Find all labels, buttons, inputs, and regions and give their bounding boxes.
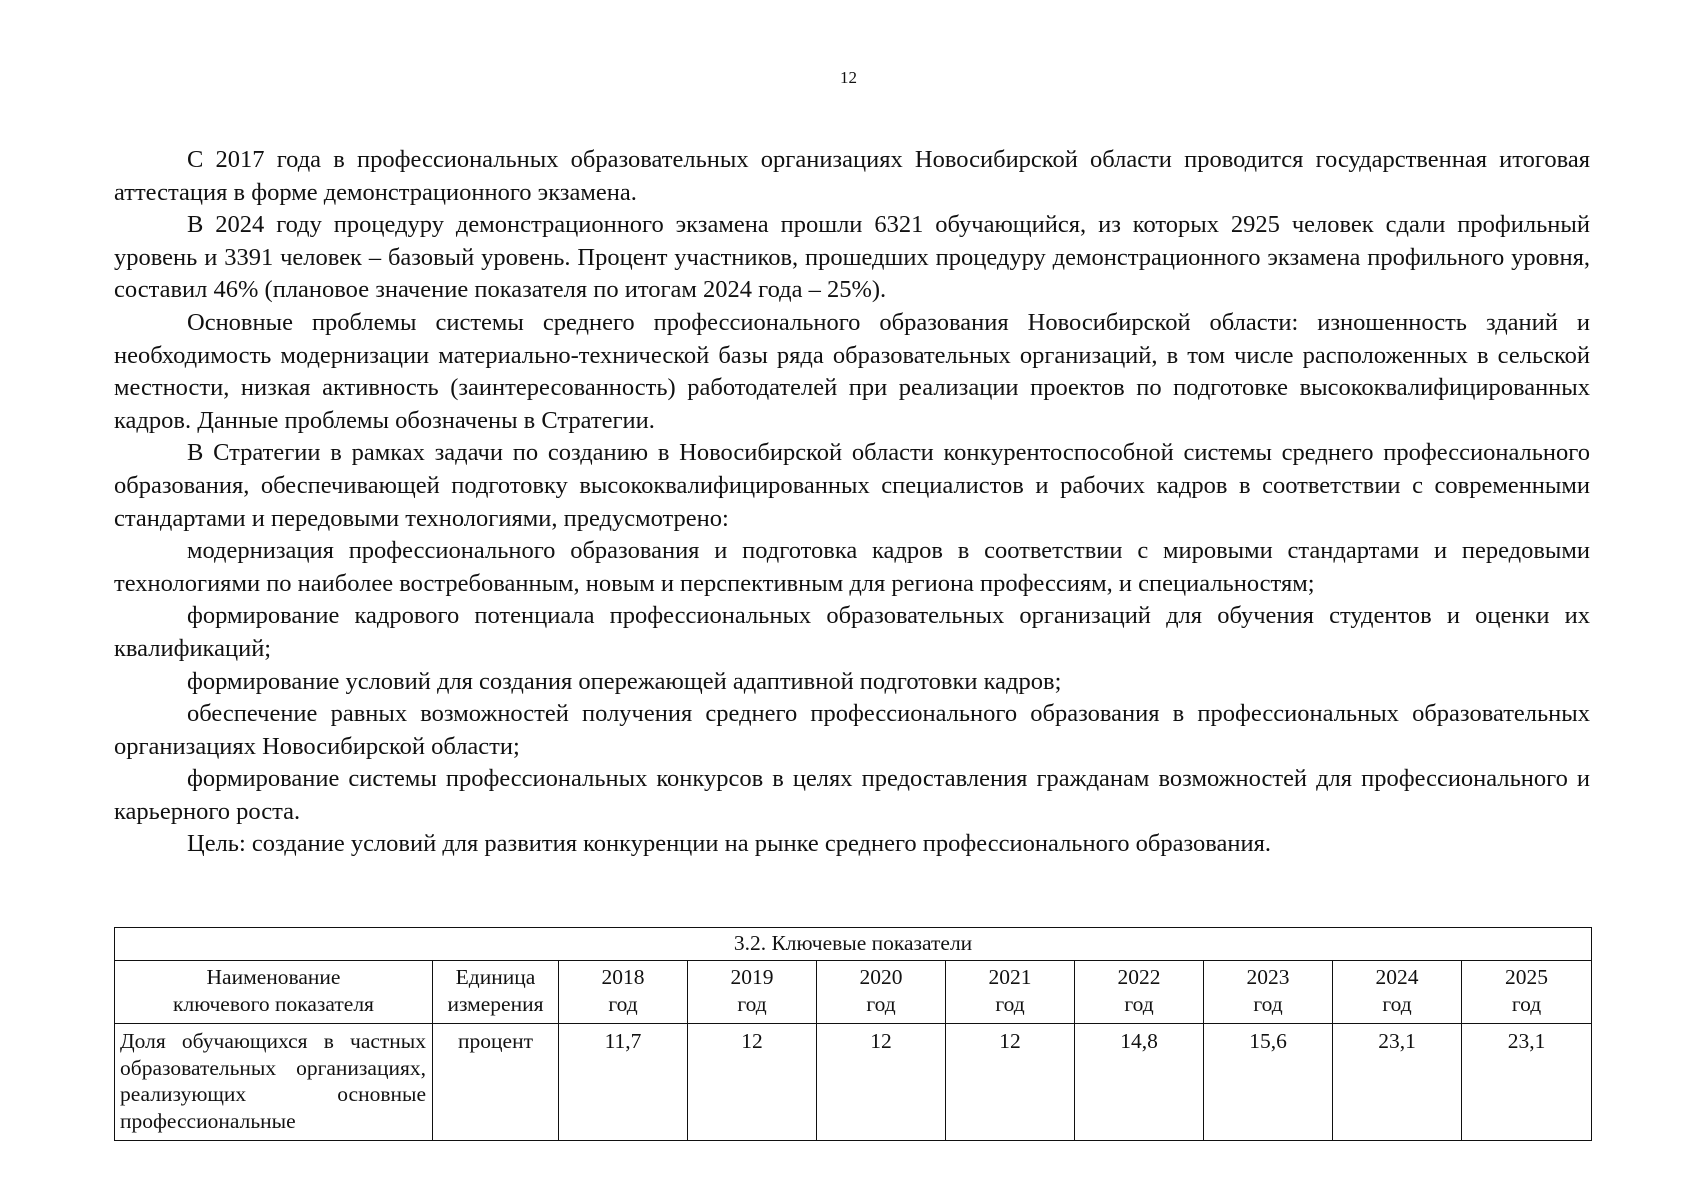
header-year: 2019 — [730, 965, 774, 989]
goal-paragraph: Цель: создание условий для развития конкуренции на рынке среднего профессионального образования. — [187, 830, 1272, 858]
header-text: ключевого показателя — [173, 992, 374, 1016]
header-year-word: год — [866, 992, 896, 1016]
value-cell-2018: 11,7 — [559, 1024, 688, 1141]
header-text: Наименование — [206, 965, 341, 989]
header-year-2022 — [1075, 961, 1204, 1024]
key-indicators-table-container — [114, 927, 1591, 1141]
header-year-2025 — [1462, 961, 1592, 1024]
header-year-2023 — [1204, 961, 1333, 1024]
key-indicators-table — [114, 927, 1592, 1141]
header-year: 2023 — [1246, 965, 1290, 989]
value-cell-2025: 23,1 — [1462, 1024, 1592, 1141]
table-row — [115, 1024, 1592, 1141]
paragraph: С 2017 года в профессиональных образовательных организациях Новосибирской области проводится государственная итоговая аттестация в форме демонстрационного экзамена. — [114, 146, 1590, 206]
paragraph: В Стратегии в рамках задачи по созданию в Новосибирской области конкурентоспособной системы среднего профессионального образования, обеспечивающей подготовку высококвалифицированных специалистов и рабочих кадров в соответствии с современными стандартами и передовыми технологиями, предусмотрено: — [114, 439, 1590, 532]
value-cell-2022: 14,8 — [1075, 1024, 1204, 1141]
paragraph: Основные проблемы системы среднего профессионального образования Новосибирской области: изношенность зданий и необходимость модернизации материально-технической базы ряда образовательных организаций, в том числе расположенных в сельской местности, низкая активность (заинтересованность) работодателей при реализации проектов по подготовке высококвалифицированных кадров. Данные проблемы обозначены в Стратегии. — [114, 308, 1590, 434]
value-cell-2020: 12 — [817, 1024, 946, 1141]
table-title: 3.2. Ключевые показатели — [115, 928, 1592, 961]
header-year-2020 — [817, 961, 946, 1024]
header-year-word: год — [608, 992, 638, 1016]
header-year-2019 — [688, 961, 817, 1024]
header-year-word: год — [995, 992, 1025, 1016]
header-year: 2022 — [1117, 965, 1161, 989]
value-cell-2021: 12 — [946, 1024, 1075, 1141]
unit-cell: процент — [433, 1024, 559, 1141]
header-year-2018 — [559, 961, 688, 1024]
header-year-word: год — [737, 992, 767, 1016]
value-cell-2024: 23,1 — [1333, 1024, 1462, 1141]
header-text: Единица — [455, 965, 536, 989]
header-year-word: год — [1382, 992, 1412, 1016]
indicator-name-cell: Доля обучающихся в частных образовательных организациях, реализующих основные профессиональные — [115, 1024, 433, 1141]
header-text: измерения — [447, 992, 544, 1016]
list-item: формирование системы профессиональных конкурсов в целях предоставления гражданам возможностей для профессионального и карьерного роста. — [114, 765, 1590, 825]
list-item: модернизация профессионального образования и подготовка кадров в соответствии с мировыми стандартами и передовыми технологиями по наиболее востребованным, новым и перспективным для региона профессиям, и специальностям; — [114, 537, 1590, 597]
list-item: формирование кадрового потенциала профессиональных образовательных организаций для обучения студентов и оценки их квалификаций; — [114, 602, 1590, 662]
header-year-word: год — [1124, 992, 1154, 1016]
header-unit — [433, 961, 559, 1024]
header-year: 2021 — [988, 965, 1032, 989]
document-body — [114, 144, 1590, 861]
header-year-word: год — [1511, 992, 1542, 1016]
list-item: формирование условий для создания опережающей адаптивной подготовки кадров; — [187, 667, 1062, 695]
value-cell-2019: 12 — [688, 1024, 817, 1141]
table-header-row — [115, 961, 1592, 1024]
header-year-2024 — [1333, 961, 1462, 1024]
header-year: 2025 — [1505, 965, 1548, 989]
list-item: обеспечение равных возможностей получения среднего профессионального образования в профессиональных образовательных организациях Новосибирской области; — [114, 700, 1590, 760]
paragraph: В 2024 году процедуру демонстрационного экзамена прошли 6321 обучающийся, из которых 2925 человек сдали профильный уровень и 3391 человек – базовый уровень. Процент участников, прошедших процедуру демонстрационного экзамена профильного уровня, составил 46% (плановое значение показателя по итогам 2024 года – 25%). — [114, 211, 1590, 304]
header-year-word: год — [1253, 992, 1283, 1016]
value-cell-2023: 15,6 — [1204, 1024, 1333, 1141]
page-number: 12 — [840, 68, 857, 87]
header-year: 2024 — [1375, 965, 1419, 989]
header-year: 2018 — [601, 965, 645, 989]
header-indicator-name — [115, 961, 433, 1024]
header-year: 2020 — [859, 965, 903, 989]
header-year-2021 — [946, 961, 1075, 1024]
